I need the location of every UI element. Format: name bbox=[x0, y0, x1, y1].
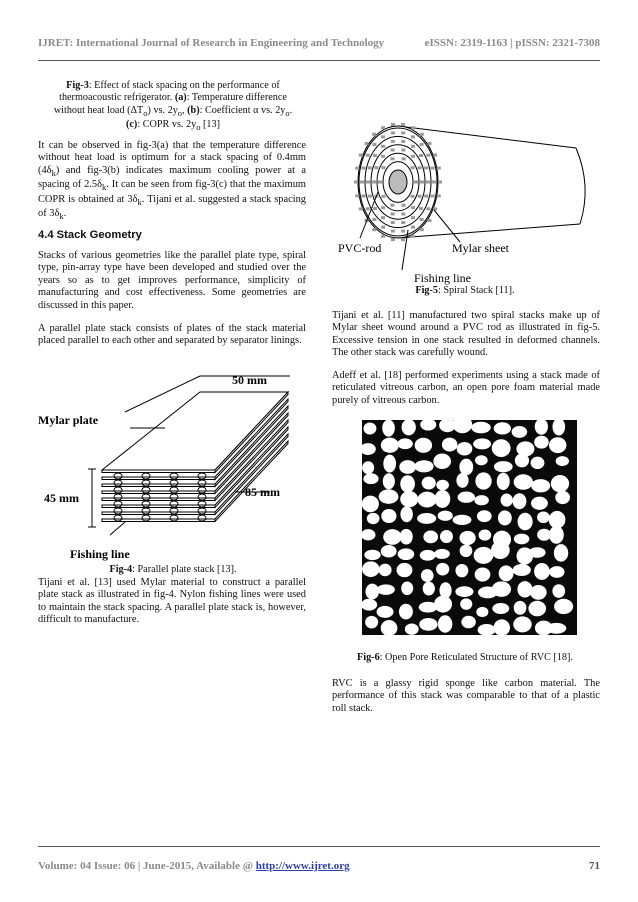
footer-volume: Volume: 04 Issue: 06 | June-2015, Available @ bbox=[38, 860, 256, 872]
issn-text: eISSN: 2319-1163 | pISSN: 2321-7308 bbox=[424, 37, 600, 49]
paragraph-spiral-stacks: Tijani et al. [11] manufactured two spiral stacks make up of Mylar sheet wound around a PVC rod as illustrated in fig-5. Excessive tension in one stack resulted in deformed channels. The other stack was carefully wound. bbox=[332, 310, 600, 359]
fig4-line-label: Fishing line bbox=[70, 547, 130, 561]
fig5-sheet-label: Mylar sheet bbox=[452, 241, 509, 255]
page-number: 71 bbox=[589, 860, 600, 872]
fig4-width-label: 50 mm bbox=[232, 373, 267, 387]
fig4-parallel-plate-diagram bbox=[30, 372, 310, 562]
page-footer bbox=[38, 860, 600, 872]
fig6-rvc-structure-image bbox=[362, 420, 577, 635]
fig5-caption: Fig-5: Spiral Stack [11]. bbox=[415, 285, 515, 296]
paragraph-stack-spacing: It can be observed in fig-3(a) that the temperature difference without heat load is optimum for a stack spacing of 0.4mm $(4\delta_k)$ and fig-3(b) indicates maximum cooling power at a spacing of $2.5\delta_k$. It can be seen from fig-3(c) that the maximum COPR is obtained at $3\delta_k$. Tijani et al. suggested a stack spacing of $3\delta_k$. bbox=[38, 140, 306, 222]
fig4-caption: Fig-4: Parallel plate stack [13]. bbox=[109, 564, 237, 575]
fig5-line-label: Fishing line bbox=[414, 271, 472, 285]
paragraph-rvc-experiments: Adeff et al. [18] performed experiments using a stack made of reticulated vitreous carbon, an open pore foam material made purely of vitreous carbon. bbox=[332, 370, 600, 406]
fig4-height-label: 45 mm bbox=[44, 491, 79, 505]
fig4-plate-label: Mylar plate bbox=[38, 413, 99, 427]
footer-rule bbox=[38, 846, 600, 847]
page-header bbox=[38, 37, 600, 49]
footer-url-link[interactable]: http://www.ijret.org bbox=[255, 860, 350, 872]
paragraph-parallel-plate: A parallel plate stack consists of plates of the stack material placed parallel to each other and separated by separator linings. bbox=[38, 323, 306, 347]
fig6-caption: Fig-6: Open Pore Reticulated Structure of RVC [18]. bbox=[357, 652, 573, 663]
fig5-spiral-stack-diagram bbox=[330, 120, 600, 290]
paragraph-mylar: Tijani et al. [13] used Mylar material to construct a parallel plate stack as illustrated in fig-4. Nylon fishing lines were used to maintain the stack spacing. A parallel plate stack is, however, difficult to manufacture. bbox=[38, 577, 306, 626]
paragraph-geometries: Stacks of various geometries like the parallel plate type, spiral type, pin-array type have been developed and studied over the years so as to get improves performance, simplicity of manufacturing and cost effectiveness. Some geometries are discussed in this paper. bbox=[38, 250, 306, 311]
header-rule bbox=[38, 60, 600, 61]
fig4-depth-label: 85 mm bbox=[245, 485, 280, 499]
journal-title: IJRET: International Journal of Research in Engineering and Technology bbox=[38, 37, 385, 49]
section-heading: 4.4 Stack Geometry bbox=[38, 229, 142, 241]
fig3-caption: Fig-3: Effect of stack spacing on the performance of thermoacoustic refrigerator. (a): Temperature difference without heat load $(\Delta T_o)$ vs. $2y_o$, (b): Coefficient α vs. $2y_o$. (c): COPR vs. $2y_o$ [13] bbox=[53, 80, 293, 133]
fig5-rod-label: PVC-rod bbox=[338, 241, 382, 255]
paragraph-rvc-description: RVC is a glassy rigid sponge like carbon material. The performance of this stack was comparable to that of a plastic roll stack. bbox=[332, 678, 600, 714]
